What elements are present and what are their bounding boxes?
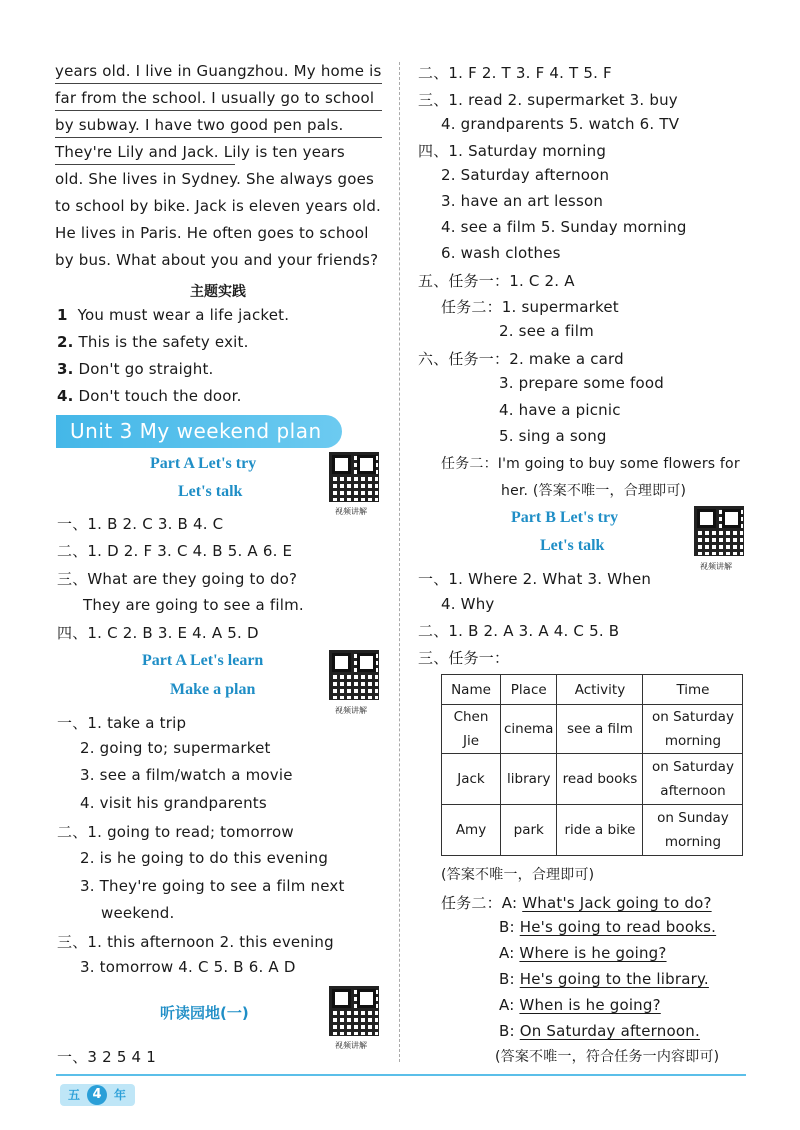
dialog-line: 任务二：A: What's Jack going to do?: [441, 894, 712, 912]
qr-label: 视频讲解: [700, 562, 732, 571]
table-cell: ride a bike: [557, 805, 643, 856]
answer-line: 5. sing a song: [499, 427, 607, 445]
table-cell: Jack: [442, 754, 501, 805]
answer-line: 三、任务一：: [418, 649, 510, 667]
answer-line: 2. see a film: [499, 322, 594, 340]
listen-title: 听读园地(一): [160, 1004, 249, 1022]
answer-line: 任务二：1. supermarket: [441, 298, 619, 316]
passage-line: to school by bike. Jack is eleven years old.: [55, 197, 382, 215]
theme-item: 4. Don't touch the door.: [57, 387, 242, 405]
answer-line: 6. wash clothes: [441, 244, 561, 262]
table-row: [442, 805, 743, 856]
answer-line: 一、3 2 5 4 1: [57, 1048, 156, 1066]
theme-item: 2. This is the safety exit.: [57, 333, 249, 351]
table-cell: on Sunday morning: [643, 805, 743, 856]
table-header-cell: Time: [643, 675, 743, 705]
answer-line: 三、What are they going to do?: [57, 570, 298, 588]
table-cell: see a film: [557, 705, 643, 754]
answer-line: 四、1. C 2. B 3. E 4. A 5. D: [57, 624, 259, 642]
dialog-line: A: When is he going?: [499, 996, 661, 1014]
passage-line: years old. I live in Guangzhou. My home is: [55, 62, 382, 80]
table-cell: Amy: [442, 805, 501, 856]
theme-heading: 主题实践: [190, 284, 246, 300]
part-b-talk-heading: Let's talk: [540, 537, 605, 554]
dialog-line: B: He's going to the library.: [499, 970, 709, 988]
passage-line: far from the school. I usually go to school: [55, 89, 375, 107]
table-cell: on Saturday morning: [643, 705, 743, 754]
answer-line: 3. see a film/watch a movie: [80, 766, 293, 784]
page-number: 4: [87, 1085, 107, 1105]
part-b-try-heading: Part B Let's try: [511, 509, 619, 526]
unit-title: Unit 3 My weekend plan: [70, 419, 322, 443]
make-plan-heading: Make a plan: [170, 681, 256, 698]
answer-line: her. (答案不唯一，合理即可): [501, 483, 687, 499]
answer-line: They are going to see a film.: [83, 596, 304, 614]
passage-line: by subway. I have two good pen pals.: [55, 116, 344, 134]
answer-line: 一、1. Where 2. What 3. When: [418, 570, 652, 588]
qr-code-icon[interactable]: [694, 506, 744, 556]
answer-line: 六、任务一：2. make a card: [418, 350, 624, 368]
passage-line: by bus. What about you and your friends?: [55, 251, 379, 269]
table-header-cell: Place: [501, 675, 557, 705]
part-a-try-heading: Part A Let's try: [150, 455, 257, 472]
qr-label: 视频讲解: [335, 706, 367, 715]
theme-item: 3. Don't go straight.: [57, 360, 214, 378]
answer-line: 3. have an art lesson: [441, 192, 604, 210]
answer-line: 4. grandparents 5. watch 6. TV: [441, 115, 680, 133]
answer-line: 一、1. take a trip: [57, 714, 187, 732]
answer-line: 二、1. B 2. A 3. A 4. C 5. B: [418, 622, 620, 640]
theme-item: 1 You must wear a life jacket.: [57, 306, 290, 324]
answer-line: 2. Saturday afternoon: [441, 166, 610, 184]
answer-line: 3. They're going to see a film next: [80, 877, 345, 895]
note: (答案不唯一，符合任务一内容即可): [495, 1049, 720, 1065]
passage-line: He lives in Paris. He often goes to school: [55, 224, 369, 242]
answer-line: 2. is he going to do this evening: [80, 849, 329, 867]
answer-line: 二、1. F 2. T 3. F 4. T 5. F: [418, 64, 612, 82]
answer-line: 二、1. going to read; tomorrow: [57, 823, 294, 841]
table-header-cell: Activity: [557, 675, 643, 705]
answer-line: 二、1. D 2. F 3. C 4. B 5. A 6. E: [57, 542, 293, 560]
plan-table: [441, 674, 743, 856]
table-header-cell: Name: [442, 675, 501, 705]
answer-line: 三、1. read 2. supermarket 3. buy: [418, 91, 678, 109]
page-number-badge: [60, 1084, 135, 1106]
passage-line: old. She lives in Sydney. She always goes: [55, 170, 375, 188]
answer-line: 四、1. Saturday morning: [418, 142, 607, 160]
table-cell: library: [501, 754, 557, 805]
qr-code-icon[interactable]: [329, 650, 379, 700]
table-header-row: [442, 675, 743, 705]
answer-line: 任务二：I'm going to buy some flowers for: [441, 456, 740, 472]
answer-line: 一、1. B 2. C 3. B 4. C: [57, 515, 224, 533]
answer-line: 4. see a film 5. Sunday morning: [441, 218, 687, 236]
qr-code-icon[interactable]: [329, 986, 379, 1036]
answer-line: 3. prepare some food: [499, 374, 664, 392]
footer-divider: [56, 1074, 746, 1076]
answer-line: 三、1. this afternoon 2. this evening: [57, 933, 334, 951]
table-row: [442, 705, 743, 754]
lets-talk-heading: Let's talk: [178, 483, 243, 500]
grade-label: 五: [68, 1088, 81, 1102]
dialog-line: A: Where is he going?: [499, 944, 667, 962]
answer-line: 五、任务一：1. C 2. A: [418, 272, 575, 290]
answer-line: 4. have a picnic: [499, 401, 621, 419]
answer-line: 4. visit his grandparents: [80, 794, 267, 812]
answer-line: 3. tomorrow 4. C 5. B 6. A D: [80, 958, 296, 976]
answer-line: 4. Why: [441, 595, 495, 613]
table-row: [442, 754, 743, 805]
part-a-learn-heading: Part A Let's learn: [142, 652, 264, 669]
qr-label: 视频讲解: [335, 1041, 367, 1050]
dialog-line: B: On Saturday afternoon.: [499, 1022, 700, 1040]
qr-code-icon[interactable]: [329, 452, 379, 502]
answer-line: 2. going to; supermarket: [80, 739, 271, 757]
passage-line: They're Lily and Jack. Lily is ten years: [55, 143, 345, 161]
table-cell: on Saturday afternoon: [643, 754, 743, 805]
answer-line: weekend.: [101, 904, 175, 922]
column-divider: [399, 62, 400, 1062]
dialog-line: B: He's going to read books.: [499, 918, 717, 936]
table-cell: cinema: [501, 705, 557, 754]
qr-label: 视频讲解: [335, 507, 367, 516]
unit-banner: [56, 415, 342, 448]
note: (答案不唯一，合理即可): [441, 867, 595, 883]
grade-label-right: 年: [114, 1088, 127, 1102]
table-cell: Chen Jie: [442, 705, 501, 754]
table-cell: park: [501, 805, 557, 856]
table-cell: read books: [557, 754, 643, 805]
